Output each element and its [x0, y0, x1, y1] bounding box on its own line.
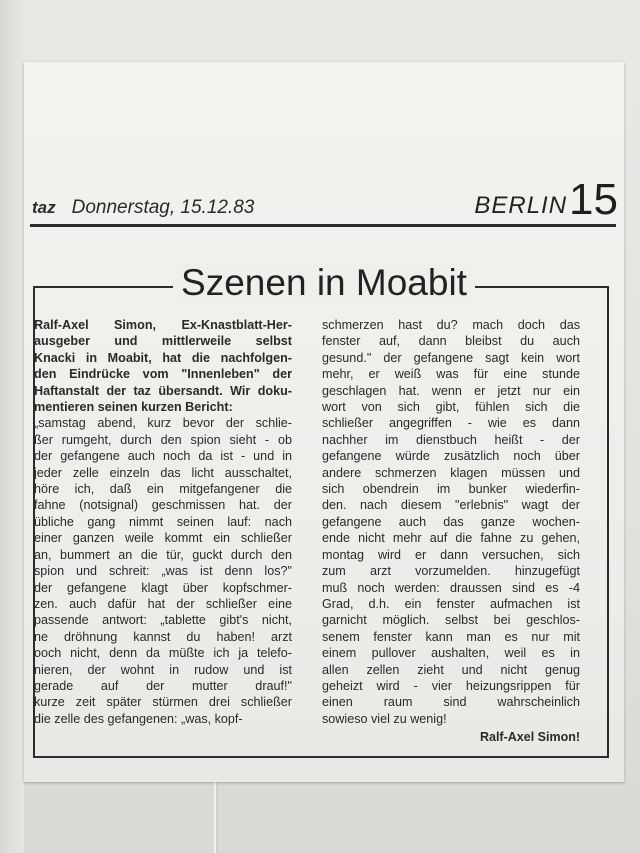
text-line: gesund." der gefangene sagt kein wort [322, 350, 580, 365]
text-line: gefangene würde zusätzlich noch über [322, 449, 580, 464]
text-line: einem pullover aushalten, weil es in [322, 646, 580, 661]
text-line: Ralf-Axel Simon, Ex-Knastblatt-Her- [34, 318, 292, 332]
text-line: der gefangene auch noch da ist - und in [34, 449, 292, 464]
text-line: Knacki in Moabit, hat die nachfolgen- [34, 350, 292, 365]
text-line: montag wird er dann versuchen, sich [322, 547, 580, 562]
masthead [32, 175, 622, 224]
text-line: fenster auf, dann bleibst du auch [322, 334, 580, 349]
text-line: gerade auf der mutter drauf!" [34, 678, 292, 693]
issue-date: Donnerstag, 15.12.83 [71, 197, 255, 218]
text-line: schmerzen hast du? mach doch das [322, 318, 580, 332]
article-column-left [34, 317, 292, 727]
text-line: jeder zelle einzeln das licht ausschaltet, [34, 465, 292, 480]
text-line: „samstag abend, kurz bevor der schlie- [34, 416, 292, 431]
text-line: einer ganzen weile kommt ein schließer [34, 531, 292, 546]
text-line: die zelle des gefangenen: „was, kopf- [34, 711, 243, 726]
text-line: garnicht möglich. selbst bei geschlos- [322, 613, 580, 628]
text-line: an, bummert an die tür, guckt durch den [34, 547, 292, 562]
text-line: kurze zeit später stürmen drei schließer [34, 695, 292, 710]
text-line: ende nicht mehr auf die fahne zu gehen, [322, 531, 580, 546]
author-signature: Ralf-Axel Simon! [479, 730, 580, 744]
text-line: Haftanstalt der taz übersandt. Wir doku- [34, 383, 292, 398]
text-line: ausgeber und mittlerweile selbst [34, 334, 292, 349]
background-edge [214, 770, 216, 853]
text-line: höre ich, daß ein mitgefangener die [34, 482, 292, 497]
page-number: 15 [569, 175, 618, 224]
text-line: den. nach diesem "erlebnis" wagt der [322, 498, 580, 513]
masthead-rule [30, 224, 616, 227]
text-line: ßer rumgeht, durch den spion sieht - ob [34, 432, 292, 447]
section-name: BERLIN [474, 192, 568, 219]
article-column-right [322, 317, 580, 727]
text-line: geheizt wird - vier heizungsrippen für [322, 678, 580, 693]
text-line: muß noch werden: draussen sind es -4 [322, 580, 580, 595]
section-label [474, 175, 618, 224]
text-line: nachher im dienstbuch heißt - der [322, 432, 580, 447]
text-line: sich obendrein im bunker wiederfin- [322, 482, 580, 497]
background-surface [0, 0, 24, 853]
text-line: mentieren seinen kurzen Bericht: [34, 400, 233, 415]
text-line: schließer angegriffen - wie es dann [322, 416, 580, 431]
text-line: allen zellen zieht und nicht genug [322, 662, 580, 677]
text-line: ooch nicht, denn da müßte ich ja telefo- [34, 646, 292, 661]
text-line: den Eindrücke vom "Innenleben" der [34, 367, 292, 382]
text-line: passende antwort: „tablette gibt's nicht, [34, 613, 292, 628]
text-line: zen. auch dafür hat der schließer eine [34, 596, 292, 611]
text-line: spion und schreit: „was ist denn los?" [34, 564, 292, 579]
text-line: fahne (notsignal) geschmissen hat. der [34, 498, 292, 513]
text-line: geschlagen hat. wenn er jetzt nur ein [322, 383, 580, 398]
text-line: übliche gang nimmt seinen lauf: nach [34, 514, 292, 529]
newspaper-clipping [24, 62, 624, 782]
text-line: zum arzt vorzumelden. hinzugefügt [322, 564, 580, 579]
text-line: senem fenster kann man es nur mit [322, 629, 580, 644]
paper-name: taz [32, 198, 56, 217]
text-line: nieren, der wohnt in rudow und ist [34, 662, 292, 677]
article-title: Szenen in Moabit [24, 262, 624, 304]
text-line: mehr, er weiß was für eine stunde [322, 367, 580, 382]
text-line: sowieso viel zu wenig! [322, 711, 447, 726]
text-line: wort von sich gibt, fühlen sich die [322, 400, 580, 415]
text-line: andere schmerzen klagen müssen und [322, 465, 580, 480]
text-line: einen raum sind wahrscheinlich [322, 695, 580, 710]
text-line: ne dröhnung kannst du haben! arzt [34, 629, 292, 644]
text-line: gefangene auch das ganze wochen- [322, 514, 580, 529]
text-line: Grad, d.h. ein fenster aufmachen ist [322, 596, 580, 611]
text-line: der gefangene klagt über kopfschmer- [34, 580, 292, 595]
